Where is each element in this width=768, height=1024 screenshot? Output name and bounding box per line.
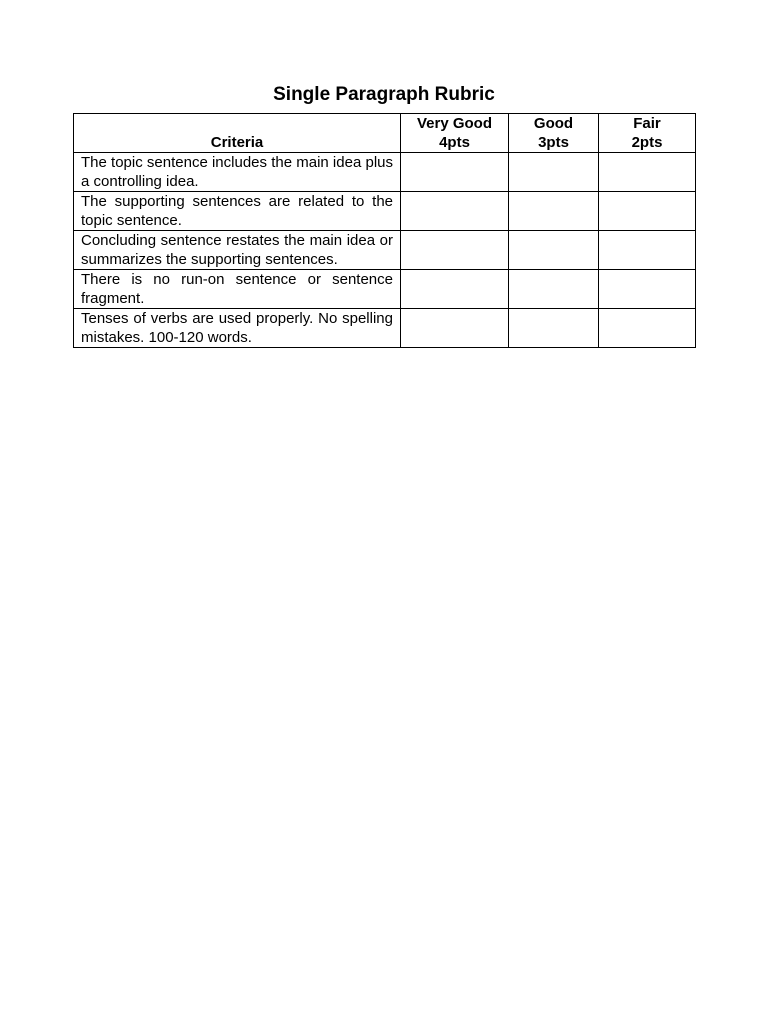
level-name: Fair: [633, 115, 661, 132]
score-cell-very-good: [401, 309, 509, 348]
score-cell-very-good: [401, 270, 509, 309]
score-cell-very-good: [401, 192, 509, 231]
rubric-table: [73, 113, 696, 348]
score-cell-fair: [599, 270, 696, 309]
level-points: 4pts: [439, 134, 470, 151]
level-points: 2pts: [631, 134, 663, 151]
header-fair: [599, 114, 696, 153]
criterion-cell: Concluding sentence restates the main idea or summarizes the supporting sentences.: [74, 231, 401, 270]
score-cell-good: [509, 231, 599, 270]
level-name: Very Good: [416, 115, 493, 132]
score-cell-fair: [599, 192, 696, 231]
criterion-cell: The supporting sentences are related to the topic sentence.: [74, 192, 401, 231]
score-cell-fair: [599, 309, 696, 348]
header-very-good: [401, 114, 509, 153]
header-criteria: Criteria: [74, 114, 401, 153]
criterion-cell: There is no run-on sentence or sentence fragment.: [74, 270, 401, 309]
score-cell-very-good: [401, 231, 509, 270]
score-cell-good: [509, 309, 599, 348]
criterion-cell: The topic sentence includes the main idea plus a controlling idea.: [74, 153, 401, 192]
table-row: [74, 309, 696, 348]
score-cell-fair: [599, 231, 696, 270]
page-title: Single Paragraph Rubric: [273, 84, 495, 105]
score-cell-very-good: [401, 153, 509, 192]
criterion-cell: Tenses of verbs are used properly. No spelling mistakes. 100-120 words.: [74, 309, 401, 348]
score-cell-fair: [599, 153, 696, 192]
score-cell-good: [509, 153, 599, 192]
score-cell-good: [509, 270, 599, 309]
table-row: [74, 231, 696, 270]
table-row: [74, 270, 696, 309]
score-cell-good: [509, 192, 599, 231]
table-row: [74, 153, 696, 192]
header-row: [74, 114, 696, 153]
level-name: Good: [533, 115, 574, 132]
header-good: [509, 114, 599, 153]
table-row: [74, 192, 696, 231]
level-points: 3pts: [538, 134, 569, 151]
